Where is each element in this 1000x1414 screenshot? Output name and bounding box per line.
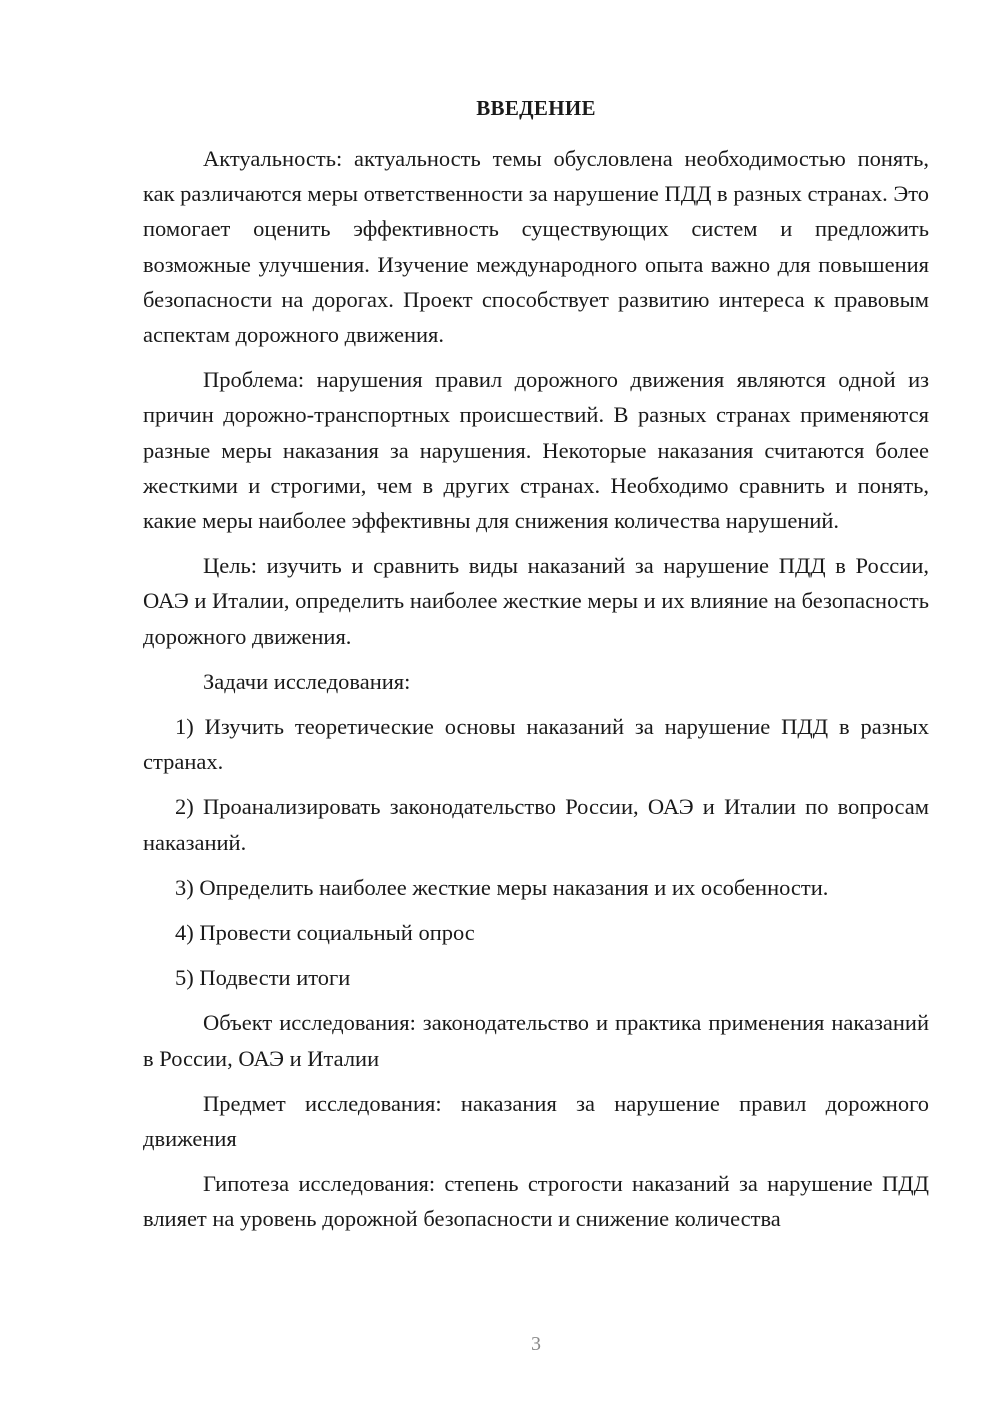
page-number: 3 [531,1333,541,1355]
paragraph-object: Объект исследования: законодательство и практика применения наказаний в России, ОАЭ и Италии [143,1010,929,1071]
task-item-4: 4) Провести социальный опрос [175,920,475,946]
paragraph-hypothesis: Гипотеза исследования: степень строгости наказаний за нарушение ПДД влияет на уровень дорожной безопасности и снижение количества [143,1171,929,1232]
paragraph-problem: Проблема: нарушения правил дорожного движения являются одной из причин дорожно-транспортных происшествий. В разных странах применяются разные меры наказания за нарушения. Некоторые наказания считаются более жесткими и строгими, чем в других странах. Необходимо сравнить и понять, какие меры наиболее эффективны для снижения количества нарушений. [143,367,929,534]
paragraph-goal: Цель: изучить и сравнить виды наказаний за нарушение ПДД в России, ОАЭ и Италии, определить наиболее жесткие меры и их влияние на безопасность дорожного движения. [143,553,929,649]
paragraph-relevance: Актуальность: актуальность темы обусловлена необходимостью понять, как различаются меры ответственности за нарушение ПДД в разных странах. Это помогает оценить эффективность существующих систем и предложить возможные улучшения. Изучение международного опыта важно для повышения безопасности на дорогах. Проект способствует развитию интереса к правовым аспектам дорожного движения. [143,146,929,348]
document-body [143,141,929,1247]
task-item-3: 3) Определить наиболее жесткие меры наказания и их особенности. [175,874,829,900]
tasks-heading: Задачи исследования: [203,668,411,694]
task-item-1: 1) Изучить теоретические основы наказаний за нарушение ПДД в разных странах. [143,714,929,775]
task-item-5: 5) Подвести итоги [175,965,351,991]
task-item-2: 2) Проанализировать законодательство России, ОАЭ и Италии по вопросам наказаний. [143,794,929,855]
page-title: ВВЕДЕНИЕ [476,96,596,120]
paragraph-subject: Предмет исследования: наказания за нарушение правил дорожного движения [143,1090,929,1152]
